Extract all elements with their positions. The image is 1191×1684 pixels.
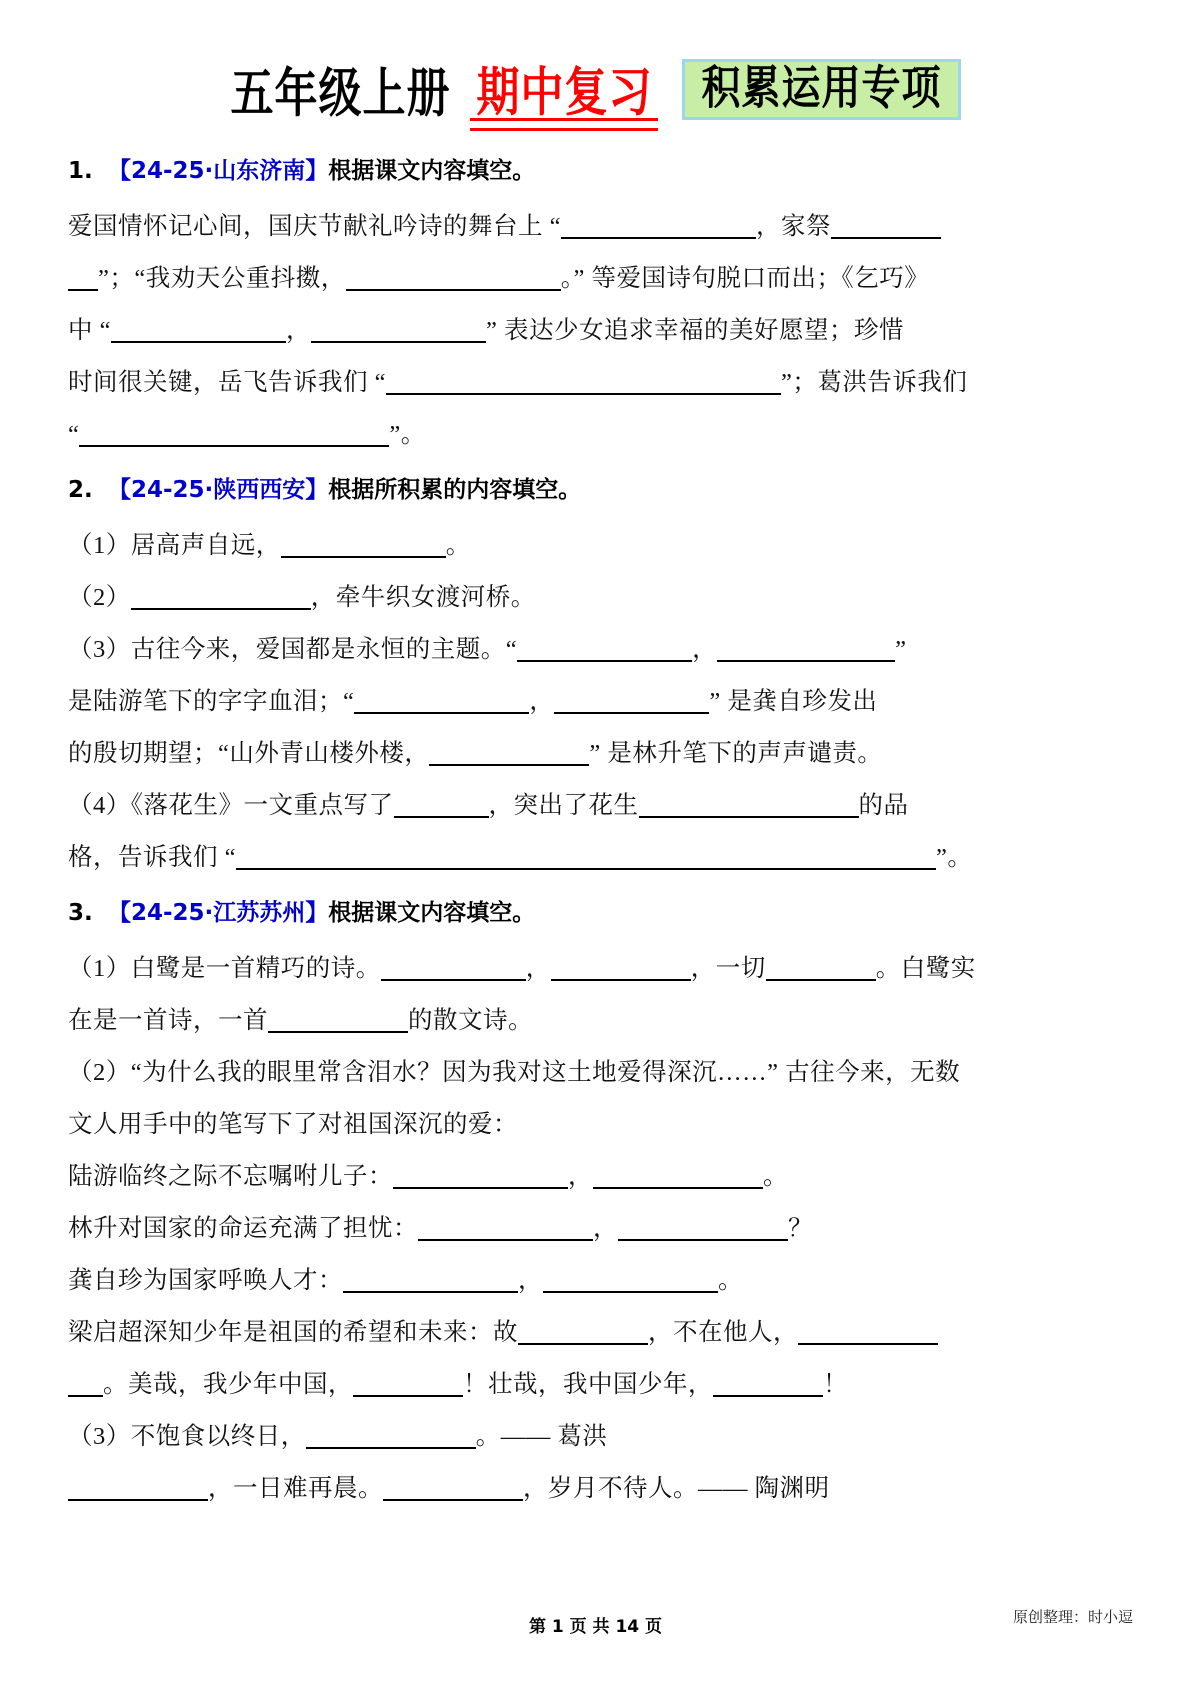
- line-text: 龚自珍为国家呼唤人才：: [68, 1267, 343, 1294]
- line-text: ，突出了花生: [488, 792, 639, 819]
- answer-blank[interactable]: [618, 1217, 788, 1241]
- answer-blank[interactable]: [831, 215, 941, 239]
- question-line: [68, 201, 1124, 253]
- line-text: ，: [529, 688, 555, 715]
- line-text: ，家祭: [756, 213, 831, 240]
- line-text: ” 是林升笔下的声声谴责。: [589, 740, 883, 767]
- answer-blank[interactable]: [268, 1009, 408, 1033]
- answer-blank[interactable]: [354, 690, 529, 714]
- answer-blank[interactable]: [79, 423, 389, 447]
- question-line: [68, 1255, 1124, 1307]
- answer-blank[interactable]: [343, 1269, 518, 1293]
- answer-blank[interactable]: [518, 1321, 648, 1345]
- answer-blank[interactable]: [386, 371, 781, 395]
- answer-blank[interactable]: [418, 1217, 593, 1241]
- question-line: [68, 832, 1124, 884]
- question-number: 3.: [68, 900, 93, 926]
- answer-blank[interactable]: [131, 586, 311, 610]
- question-block: [68, 479, 1124, 884]
- question-line: [68, 1099, 1124, 1151]
- answer-blank[interactable]: [236, 846, 936, 870]
- answer-blank[interactable]: [383, 1477, 523, 1501]
- answer-blank[interactable]: [798, 1321, 938, 1345]
- question-prompt: 根据课文内容填空。: [328, 158, 536, 184]
- question-line: [68, 520, 1124, 572]
- worksheet-content: [68, 160, 1124, 1521]
- line-text: 爱国情怀记心间，国庆节献礼吟诗的舞台上 “: [68, 213, 561, 240]
- question-prompt: 根据课文内容填空。: [328, 900, 536, 926]
- line-text: “: [68, 421, 80, 448]
- answer-blank[interactable]: [766, 957, 876, 981]
- question-line: [68, 357, 1124, 409]
- answer-blank[interactable]: [306, 1425, 476, 1449]
- line-text: （1）居高声自远，: [68, 532, 281, 559]
- answer-blank[interactable]: [68, 267, 98, 291]
- line-text: 。白鹭实: [875, 955, 976, 982]
- line-text: 的散文诗。: [408, 1007, 533, 1034]
- answer-blank[interactable]: [346, 267, 561, 291]
- question-line: [68, 572, 1124, 624]
- line-text: ，: [286, 317, 311, 344]
- line-text: ”。: [389, 421, 426, 448]
- question-line: [68, 1047, 1124, 1099]
- question-number: 2.: [68, 477, 93, 503]
- answer-blank[interactable]: [381, 957, 526, 981]
- answer-blank[interactable]: [68, 1373, 103, 1397]
- line-text: ，: [518, 1267, 543, 1294]
- question-line: [68, 1411, 1124, 1463]
- question-line: [68, 253, 1124, 305]
- question-line: [68, 995, 1124, 1047]
- question-prompt: 根据所积累的内容填空。: [328, 477, 582, 503]
- answer-blank[interactable]: [593, 1165, 763, 1189]
- line-text: 中 “: [68, 317, 111, 344]
- question-line: [68, 728, 1124, 780]
- question-line: [68, 1203, 1124, 1255]
- title-midterm-review: 期中复习: [476, 62, 653, 124]
- question-line: [68, 943, 1124, 995]
- line-text: 。: [445, 532, 471, 559]
- line-text: ”；“我劝天公重抖擞，: [98, 265, 346, 292]
- question-block: [68, 902, 1124, 1515]
- answer-blank[interactable]: [639, 794, 859, 818]
- line-text: （3）古往今来，爱国都是永恒的主题。“: [68, 636, 518, 663]
- line-text: ！壮哉，我中国少年，: [463, 1371, 713, 1398]
- question-line: [68, 1463, 1124, 1515]
- answer-blank[interactable]: [551, 957, 691, 981]
- line-text: ”；葛洪告诉我们: [781, 369, 968, 396]
- answer-blank[interactable]: [281, 534, 446, 558]
- answer-blank[interactable]: [353, 1373, 463, 1397]
- footer-credit: 原创整理：时小逗: [1012, 1608, 1133, 1626]
- answer-blank[interactable]: [517, 638, 692, 662]
- line-text: ”。: [936, 844, 973, 871]
- page-title: [0, 58, 1191, 125]
- answer-blank[interactable]: [713, 1373, 823, 1397]
- line-text: 。: [763, 1163, 788, 1190]
- line-text: ，一切: [690, 955, 766, 982]
- line-text: （4）《落花生》一文重点写了: [68, 792, 394, 819]
- line-text: 林升对国家的命运充满了担忧：: [68, 1215, 418, 1242]
- line-text: 的殷切期望；“山外青山楼外楼，: [68, 740, 430, 767]
- answer-blank[interactable]: [429, 742, 589, 766]
- question-line: [68, 409, 1124, 461]
- line-text: 格，告诉我们 “: [68, 844, 236, 871]
- title-double-underline: [470, 118, 658, 131]
- question-line: [68, 624, 1124, 676]
- question-line: [68, 305, 1124, 357]
- line-text: （2）: [68, 584, 131, 611]
- line-text: 是陆游笔下的字字血泪；“: [68, 688, 355, 715]
- line-text: ，岁月不待人。—— 陶渊明: [523, 1475, 830, 1502]
- line-text: ，一日难再晨。: [208, 1475, 383, 1502]
- question-line: [68, 780, 1124, 832]
- line-text: ，不在他人，: [648, 1319, 798, 1346]
- question-line: [68, 676, 1124, 728]
- answer-blank[interactable]: [394, 794, 489, 818]
- line-text: 陆游临终之际不忘嘱咐儿子：: [68, 1163, 393, 1190]
- line-text: 文人用手中的笔写下了对祖国深沉的爱：: [68, 1111, 518, 1138]
- title-badge-box: [682, 59, 960, 120]
- title-grade-term: 五年级上册: [230, 63, 451, 125]
- answer-blank[interactable]: [68, 1477, 208, 1501]
- line-text: ，: [692, 636, 718, 663]
- question-line: [68, 1151, 1124, 1203]
- line-text: （3）不饱食以终日，: [68, 1423, 306, 1450]
- line-text: ” 表达少女追求幸福的美好愿望；珍惜: [486, 317, 904, 344]
- line-text: ？: [788, 1215, 813, 1242]
- line-text: ，: [593, 1215, 618, 1242]
- question-source-tag: 【24-25·陕西西安】: [108, 477, 329, 503]
- question-heading: [68, 902, 1124, 925]
- footer-page-number: 第 1 页 共 14 页: [528, 1617, 663, 1637]
- line-text: 。—— 葛洪: [475, 1423, 608, 1450]
- line-text: （2）“为什么我的眼里常含泪水？因为我对这土地爱得深沉……” 古往今来，无数: [68, 1059, 961, 1086]
- line-text: 梁启超深知少年是祖国的希望和未来：故: [68, 1319, 518, 1346]
- answer-blank[interactable]: [543, 1269, 718, 1293]
- question-line: [68, 1359, 1124, 1411]
- title-badge-label: 积累运用专项: [701, 61, 942, 116]
- answer-blank[interactable]: [717, 638, 895, 662]
- line-text: 在是一首诗，一首: [68, 1007, 268, 1034]
- question-number: 1.: [68, 158, 93, 184]
- line-text: ，: [525, 955, 551, 982]
- question-heading: [68, 160, 1124, 183]
- line-text: 。美哉，我少年中国，: [103, 1371, 353, 1398]
- line-text: 时间很关键，岳飞告诉我们 “: [68, 369, 386, 396]
- line-text: 。: [718, 1267, 743, 1294]
- line-text: ” 是龚自珍发出: [709, 688, 878, 715]
- line-text: （1）白鹭是一首精巧的诗。: [68, 955, 381, 982]
- line-text: ，牵牛织女渡河桥。: [310, 584, 536, 611]
- answer-blank[interactable]: [561, 215, 756, 239]
- question-block: [68, 160, 1124, 461]
- line-text: ，: [568, 1163, 593, 1190]
- question-heading: [68, 479, 1124, 502]
- answer-blank[interactable]: [311, 319, 486, 343]
- line-text: 。” 等爱国诗句脱口而出；《乞巧》: [560, 265, 930, 292]
- question-source-tag: 【24-25·江苏苏州】: [108, 900, 329, 926]
- line-text: ！: [823, 1371, 848, 1398]
- title-red-wrap: [476, 58, 653, 124]
- answer-blank[interactable]: [393, 1165, 568, 1189]
- line-text: 的品: [858, 792, 909, 819]
- question-source-tag: 【24-25·山东济南】: [108, 158, 329, 184]
- answer-blank[interactable]: [111, 319, 286, 343]
- question-line: [68, 1307, 1124, 1359]
- line-text: ”: [895, 636, 907, 663]
- answer-blank[interactable]: [554, 690, 709, 714]
- questions-list: [68, 160, 1124, 1515]
